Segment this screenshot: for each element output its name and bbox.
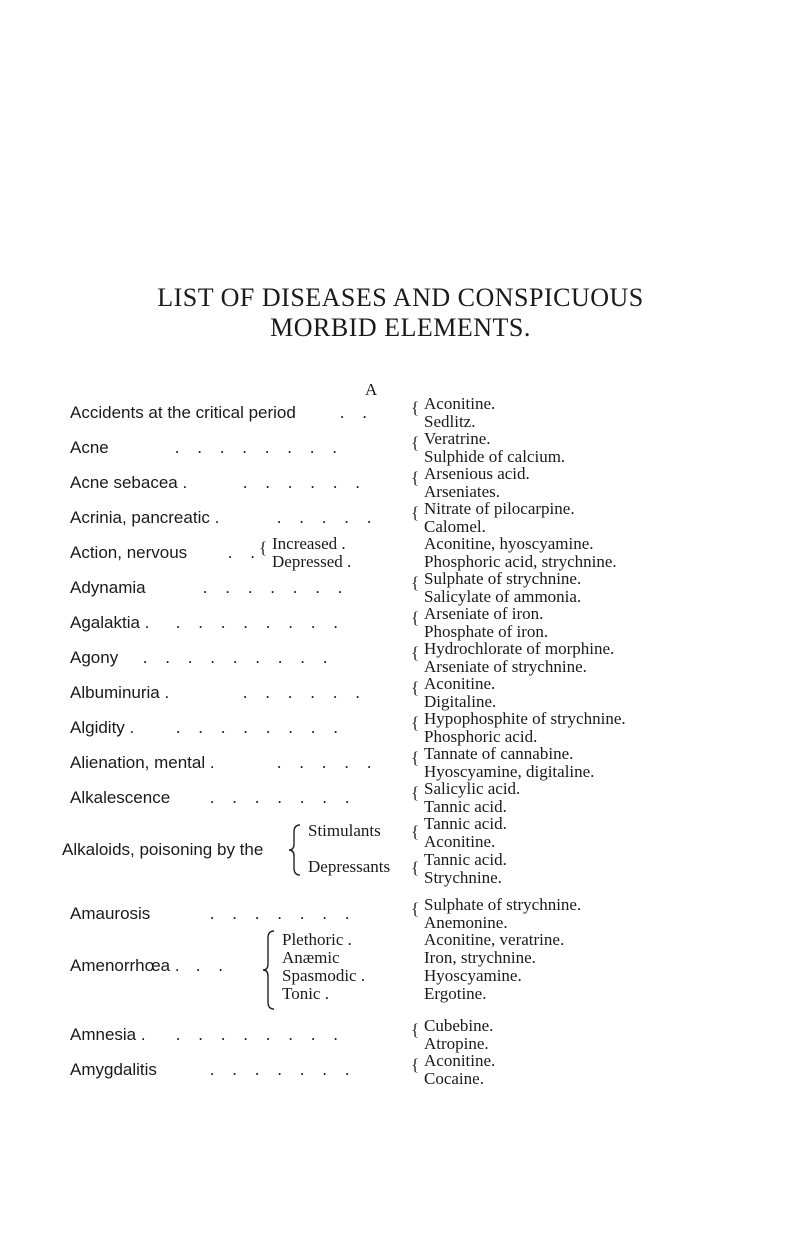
subcategory: Increased .	[272, 534, 346, 553]
brace: {	[411, 503, 420, 522]
disease-name: Accidents at the critical period	[70, 403, 296, 422]
section-letter: A	[365, 380, 378, 399]
disease-name: Amaurosis	[70, 904, 151, 923]
remedy: Calomel.	[424, 517, 486, 536]
disease-name: Algidity .	[70, 718, 135, 737]
remedy: Tannic acid.	[424, 797, 507, 816]
leader-dots: . . . . . .	[243, 473, 367, 492]
remedy: Aconitine, hyoscyamine.	[424, 534, 594, 553]
disease-name: Amygdalitis	[70, 1060, 157, 1079]
subcategory: Depressed .	[272, 552, 352, 571]
subcategory: Plethoric .	[282, 930, 352, 949]
remedy: Strychnine.	[424, 868, 502, 887]
brace: {	[411, 433, 420, 452]
brace: {	[411, 713, 420, 732]
remedy: Tannate of cannabine.	[424, 744, 574, 763]
remedy: Cubebine.	[424, 1016, 494, 1035]
leader-dots: . . . . . . .	[210, 1060, 357, 1079]
remedy: Arseniates.	[424, 482, 501, 501]
leader-dots: . . . . . . . .	[176, 1025, 345, 1044]
remedy: Arsenious acid.	[424, 464, 530, 483]
leader-dots: . . . . . . .	[203, 578, 350, 597]
remedy: Cocaine.	[424, 1069, 484, 1088]
remedy: Sulphate of strychnine.	[424, 569, 582, 588]
remedy: Aconitine.	[424, 394, 496, 413]
remedy: Hyoscyamine, digitaline.	[424, 762, 595, 781]
brace: {	[411, 608, 420, 627]
disease-name: Acne sebacea .	[70, 473, 188, 492]
remedy: Hypophosphite of strychnine.	[424, 709, 626, 728]
remedy: Hyoscyamine.	[424, 966, 522, 985]
remedy: Aconitine.	[424, 674, 496, 693]
leader-dots: . . . . . .	[243, 683, 367, 702]
disease-name: Amnesia .	[70, 1025, 146, 1044]
brace: {	[411, 643, 420, 662]
subcategory: Spasmodic .	[282, 966, 366, 985]
disease-name: Action, nervous	[70, 543, 188, 562]
remedy: Phosphoric acid, strychnine.	[424, 552, 617, 571]
remedy: Arseniate of iron.	[424, 604, 544, 623]
leader-dots: . . . . .	[277, 508, 379, 527]
brace: {	[411, 398, 420, 417]
brace: {	[411, 783, 420, 802]
remedy: Ergotine.	[424, 984, 487, 1003]
brace: {	[411, 822, 420, 841]
leader-dots: . . . . . . . .	[176, 718, 345, 737]
remedy: Tannic acid.	[424, 814, 507, 833]
page-title-line-2: MORBID ELEMENTS.	[270, 313, 531, 342]
disease-name: Alkalescence	[70, 788, 171, 807]
leader-dots: . .	[228, 543, 262, 562]
remedy: Digitaline.	[424, 692, 497, 711]
subcategory: Depressants	[308, 857, 391, 876]
brace: {	[411, 748, 420, 767]
remedy: Aconitine.	[424, 1051, 496, 1070]
remedy: Anemonine.	[424, 913, 508, 932]
disease-name: Agony	[70, 648, 119, 667]
disease-name: Amenorrhœa .	[70, 956, 180, 975]
disease-name: Albuminuria .	[70, 683, 170, 702]
leader-dots: . . . . . . .	[210, 904, 357, 923]
subcategory: Anæmic	[282, 948, 340, 967]
large-brace	[262, 930, 276, 1010]
brace: {	[411, 468, 420, 487]
brace: {	[411, 899, 420, 918]
remedy: Tannic acid.	[424, 850, 507, 869]
remedy: Aconitine, veratrine.	[424, 930, 565, 949]
brace: {	[411, 858, 420, 877]
brace: {	[411, 573, 420, 592]
leader-dots: . . . . . . . .	[175, 438, 344, 457]
remedy: Salicylate of ammonia.	[424, 587, 582, 606]
remedy: Iron, strychnine.	[424, 948, 536, 967]
leader-dots: . . . . . . . .	[176, 613, 345, 632]
remedy: Nitrate of pilocarpine.	[424, 499, 575, 518]
brace: {	[411, 1055, 420, 1074]
remedy: Phosphoric acid.	[424, 727, 538, 746]
remedy: Veratrine.	[424, 429, 491, 448]
brace: {	[411, 1020, 420, 1039]
disease-name: Acrinia, pancreatic .	[70, 508, 220, 527]
remedy: Salicylic acid.	[424, 779, 521, 798]
large-brace	[288, 824, 302, 876]
disease-name: Adynamia	[70, 578, 146, 597]
leader-dots: . .	[196, 956, 230, 975]
remedy: Arseniate of strychnine.	[424, 657, 587, 676]
brace: {	[411, 678, 420, 697]
disease-name: Alienation, mental .	[70, 753, 215, 772]
leader-dots: . . . . . . . . .	[143, 648, 335, 667]
remedy: Atropine.	[424, 1034, 489, 1053]
subcategory: Stimulants	[308, 821, 381, 840]
leader-dots: . .	[340, 403, 374, 422]
disease-name: Acne	[70, 438, 109, 457]
page-title-line-1: LIST OF DISEASES AND CONSPICUOUS	[157, 283, 644, 312]
leader-dots: . . . . . . .	[210, 788, 357, 807]
subcategory: Tonic .	[282, 984, 329, 1003]
remedy: Sulphate of strychnine.	[424, 895, 582, 914]
brace: {	[259, 538, 268, 557]
remedy: Sedlitz.	[424, 412, 476, 431]
disease-name: Agalaktia .	[70, 613, 150, 632]
remedy: Sulphide of calcium.	[424, 447, 566, 466]
remedy: Phosphate of iron.	[424, 622, 549, 641]
disease-name: Alkaloids, poisoning by the	[62, 840, 264, 859]
remedy: Hydrochlorate of morphine.	[424, 639, 615, 658]
remedy: Aconitine.	[424, 832, 496, 851]
leader-dots: . . . . .	[277, 753, 379, 772]
